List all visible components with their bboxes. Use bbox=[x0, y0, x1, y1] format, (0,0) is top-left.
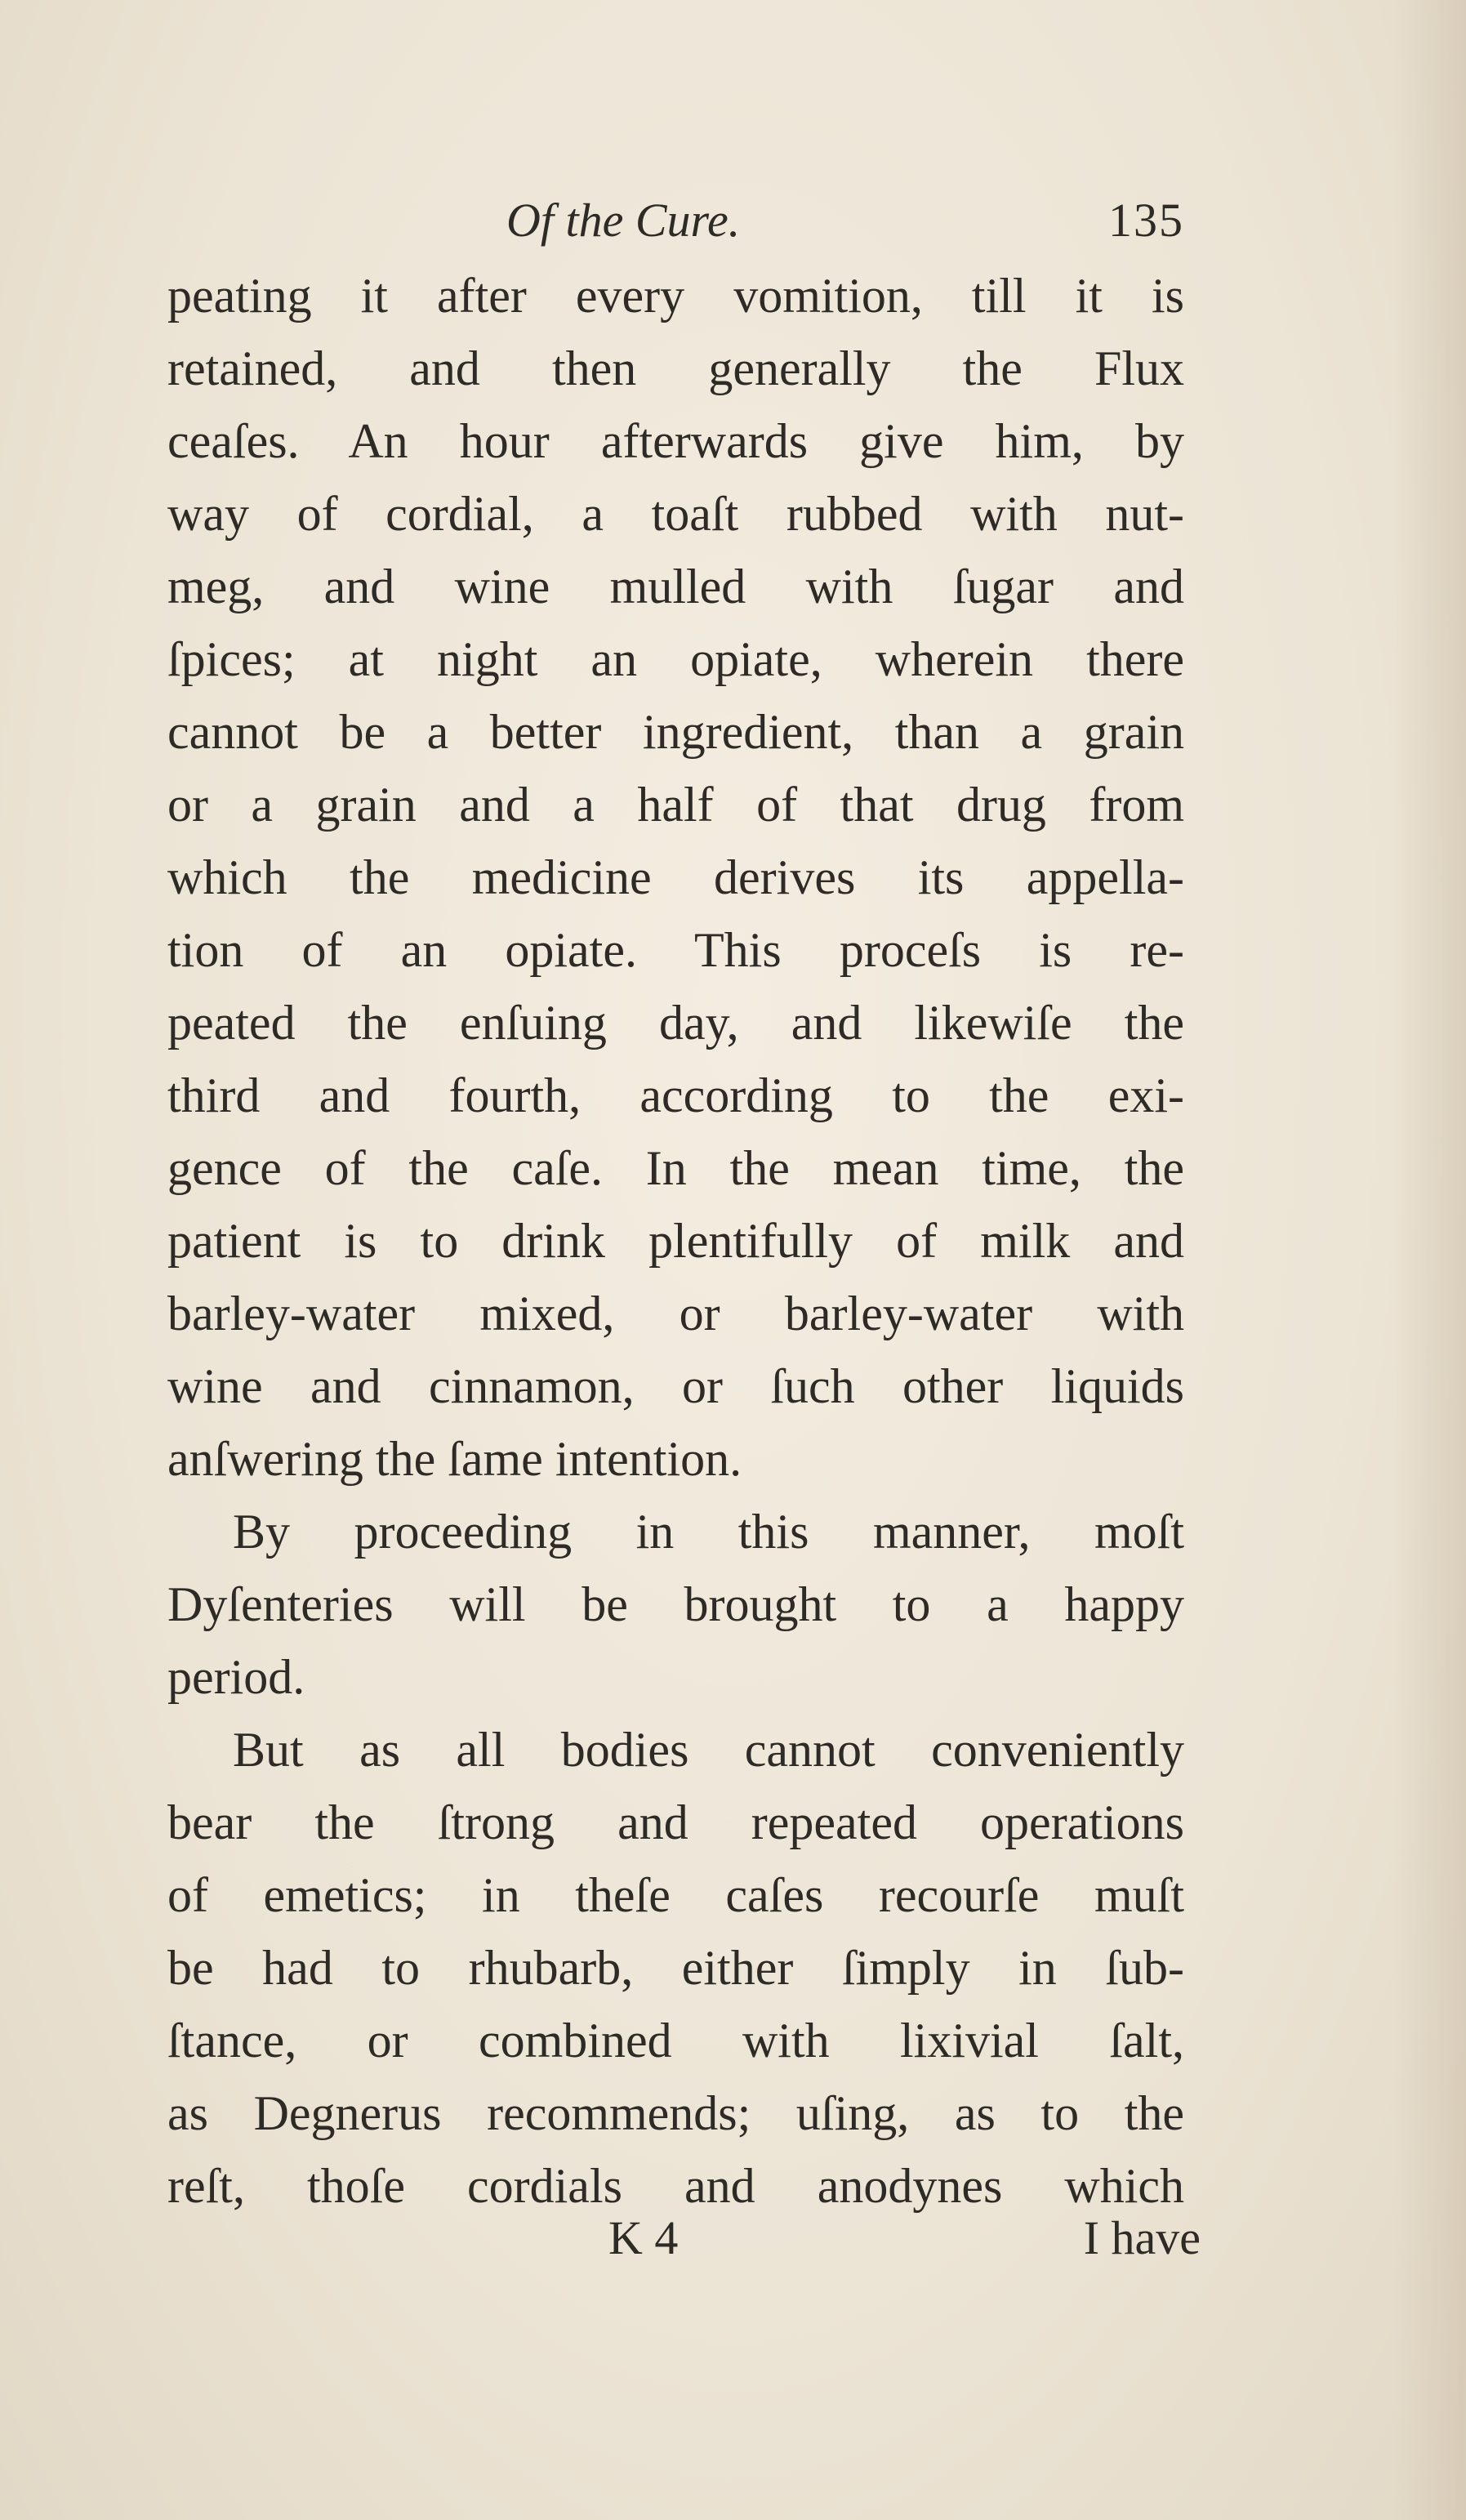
running-title: Of the Cure. bbox=[506, 194, 741, 247]
catchword: I have bbox=[1083, 2211, 1201, 2264]
page-edge-shadow bbox=[1392, 0, 1466, 2520]
text-line: ceaſes. An hour afterwards give him, by bbox=[167, 414, 1184, 468]
text-line-paragraph-start: But as all bodies cannot conveniently bbox=[233, 1723, 1184, 1777]
text-line-paragraph-end: period. bbox=[167, 1650, 305, 1704]
text-line: retained, and then generally the Flux bbox=[167, 341, 1184, 395]
text-line: which the medicine derives its appella- bbox=[167, 850, 1184, 904]
text-line: patient is to drink plentifully of milk and bbox=[167, 1214, 1184, 1268]
text-line: bear the ſtrong and repeated operations bbox=[167, 1795, 1184, 1849]
body-text bbox=[167, 260, 1184, 2223]
text-line: way of cordial, a toaſt rubbed with nut- bbox=[167, 487, 1184, 541]
text-line: cannot be a better ingredient, than a grain bbox=[167, 705, 1184, 759]
text-line-paragraph-end: anſwering the ſame intention. bbox=[167, 1432, 742, 1486]
text-line: Dyſenteries will be brought to a happy bbox=[167, 1577, 1184, 1631]
signature-mark: K 4 bbox=[608, 2211, 679, 2264]
text-line: tion of an opiate. This proceſs is re- bbox=[167, 923, 1184, 977]
text-line: be had to rhubarb, either ſimply in ſub- bbox=[167, 1941, 1184, 1995]
text-line: ſtance, or combined with lixivial ſalt, bbox=[167, 2014, 1184, 2067]
text-line: of emetics; in theſe caſes recourſe muſt bbox=[167, 1868, 1184, 1922]
text-line-paragraph-start: By proceeding in this manner, moſt bbox=[233, 1505, 1184, 1559]
text-line: as Degnerus recommends; uſing, as to the bbox=[167, 2086, 1184, 2140]
text-line: or a grain and a half of that drug from bbox=[167, 778, 1184, 832]
page-footer bbox=[167, 2201, 1201, 2275]
text-line: wine and cinnamon, or ſuch other liquids bbox=[167, 1359, 1184, 1413]
text-line: third and fourth, according to the exi- bbox=[167, 1068, 1184, 1122]
text-line: reſt, thoſe cordials and anodynes which bbox=[167, 2159, 1184, 2213]
text-line: gence of the caſe. In the mean time, the bbox=[167, 1141, 1184, 1195]
text-line: peated the enſuing day, and likewiſe the bbox=[167, 996, 1184, 1050]
text-line: peating it after every vomition, till it is bbox=[167, 269, 1184, 323]
text-line: barley-water mixed, or barley-water with bbox=[167, 1287, 1184, 1340]
text-line: ſpices; at night an opiate, wherein there bbox=[167, 632, 1184, 686]
running-head bbox=[167, 184, 1184, 257]
page-number: 135 bbox=[1108, 194, 1184, 247]
text-line: meg, and wine mulled with ſugar and bbox=[167, 560, 1184, 613]
